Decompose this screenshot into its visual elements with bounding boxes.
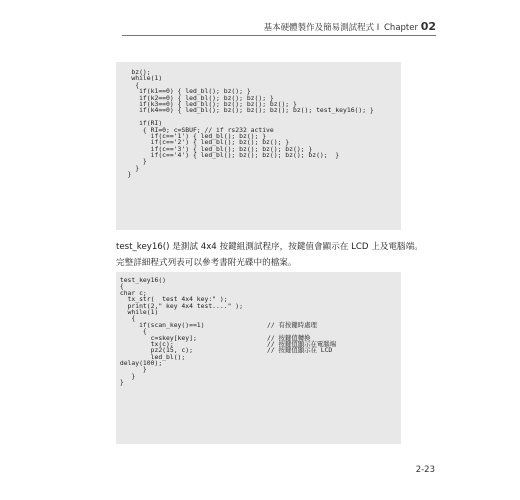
code-text: c=skey[key]; [116,333,197,342]
code-text: delay(100); [116,359,163,368]
code-text: char c; [116,288,147,297]
code-text: print(2," key 4x4 test...." ); [116,301,243,310]
code-line: if(c=='2') { led_bl(); bz(); bz(); } [116,138,290,147]
code-text: tx(c); [116,339,174,348]
code-line: if(RI) [116,119,163,128]
code-line: if(c=='4') { led_bl(); bz(); bz(); bz(); bz(); } [116,151,340,160]
code-text: test_key16() [116,276,167,284]
code-text: } [116,371,136,380]
code-line [116,377,401,387]
code-text: led_bl(); [116,352,186,361]
paragraph-line: 完整詳細程式列表可以參考書附光碟中的檔案。 [116,258,297,268]
code-line: if(c=='1') { led_bl(); bz(); } [116,131,267,140]
paragraph-line: test_key16() 是測試 4x4 按鍵組測試程序，按鍵值會顯示在 LCD 上及電腦端。 [116,242,423,252]
code-comment: // 按鍵值顯示在電腦端 [267,339,337,348]
code-block-test-key16 [116,272,401,444]
header-divider [122,35,436,36]
code-text: { [116,282,124,291]
chapter-number: 02 [420,20,436,33]
code-line: } [116,170,132,179]
code-comment: // 按鍵值顯示在 LCD [267,346,333,355]
code-block-main-loop [116,62,401,230]
body-paragraph [116,239,423,271]
code-text: tx_str( test 4x4 key:" ); [116,295,228,304]
page-number: 2-23 [415,465,435,475]
code-text: { [116,327,147,336]
code-line: while(1) [116,74,163,83]
code-line: } [116,163,140,172]
code-line: if(c=='3') { led_bl(); bz(); bz(); bz(); } [116,144,313,153]
code-text: pz2(15, c); [116,346,193,355]
header-title: 基本硬體製作及簡易測試程式 I [263,23,382,33]
code-line: if(k2==0) { led_bl(); bz(); bz(); } [116,93,274,102]
code-line: { RI=0; c=SBUF; // if rs232 active [116,125,274,134]
code-text: if(scan_key()==1) [116,320,205,329]
code-line: { [116,80,140,89]
code-line: bz(); [116,68,151,76]
code-text: } [116,365,147,374]
code-comment: // 有按鍵時處理 [267,320,317,329]
code-text: while(1) [116,307,159,316]
code-text: { [116,314,136,323]
code-line: if(k4==0) { led_bl(); bz(); bz(); bz(); bz(); test_key16(); } [116,106,374,115]
chapter-label: Chapter [384,23,421,33]
code-line: if(k3==0) { led_bl(); bz(); bz(); bz(); } [116,99,297,108]
code-text: } [116,378,124,387]
code-line: if(k1==0) { led_bl(); bz(); } [116,87,251,96]
running-header [264,20,436,33]
code-comment: // 按鍵值轉換 [267,333,311,342]
code-line: } [116,157,147,166]
